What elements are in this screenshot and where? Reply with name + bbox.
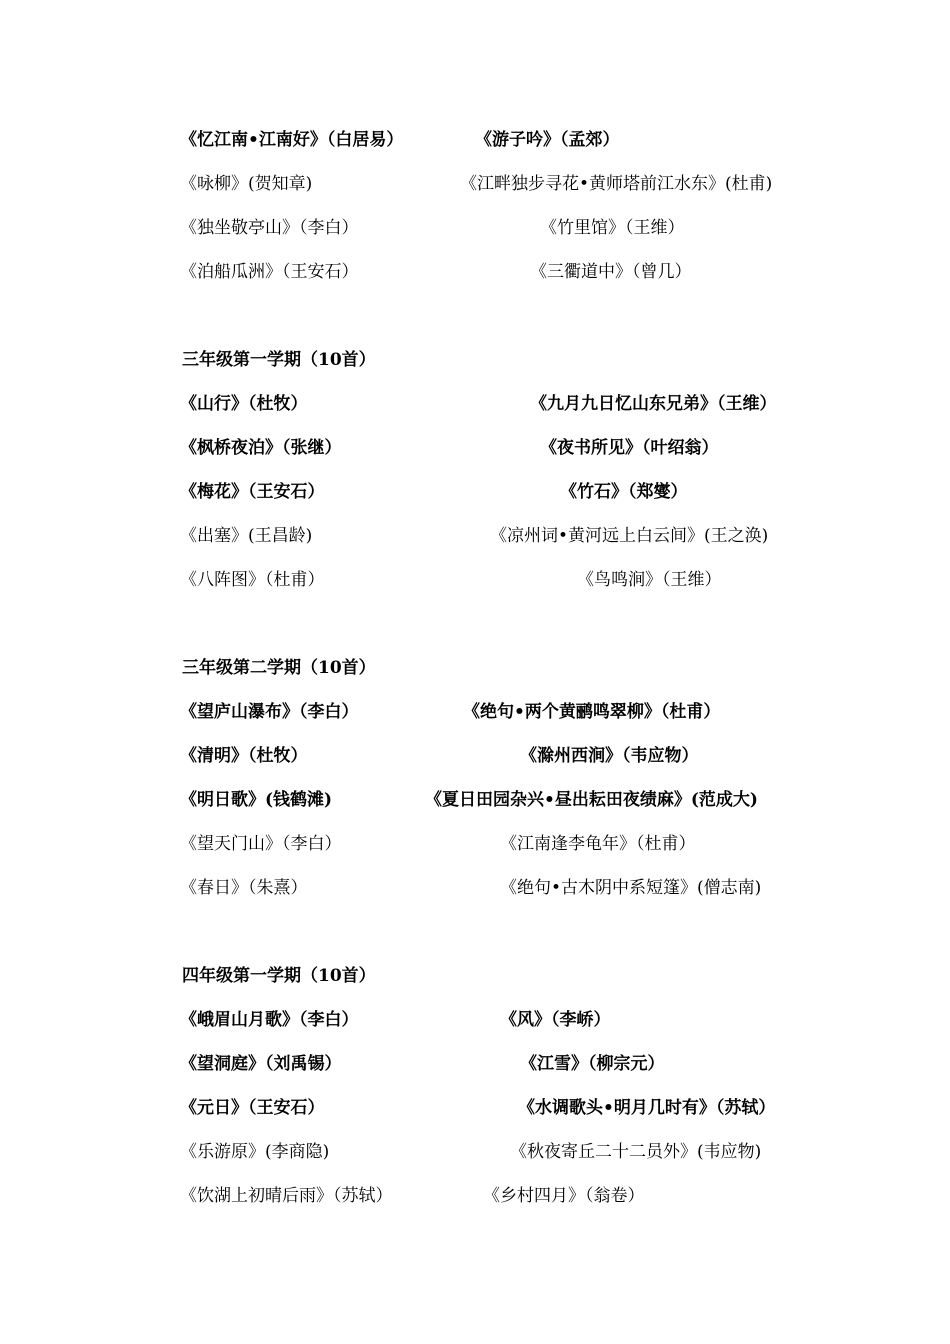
poem-row [0,1005,950,1035]
poem-title-right: 《江畔独步寻花•黄师塔前江水东》(杜甫) [460,174,773,194]
poem-title-right: 《九月九日忆山东兄弟》（王维） [530,394,777,414]
poem-title-right: 《夜书所见》（叶绍翁） [540,438,719,458]
poem-title-right: 《风》（李峤） [500,1010,611,1030]
poem-title-right: 《绝句•古木阴中系短篷》(僧志南) [500,878,762,898]
poem-title-right: 《水调歌头•明月几时有》（苏轼） [518,1098,776,1118]
poem-row [0,1049,950,1079]
poem-title-left: 《春日》（朱熹） [180,878,308,898]
section-heading: 三年级第一学期（10首） [182,350,376,370]
poem-title-right: 《凉州词•黄河远上白云间》(王之涣) [490,526,769,546]
poem-title-left: 《望洞庭》（刘禹锡） [180,1054,342,1074]
poem-row [0,389,950,419]
poem-title-right: 《夏日田园杂兴•昼出耘田夜绩麻》(范成大) [425,790,758,810]
poem-title-left: 《饮湖上初晴后雨》（苏轼） [180,1186,393,1206]
poem-row [0,521,950,551]
poem-row [0,829,950,859]
poem-title-left: 《咏柳》(贺知章) [180,174,313,194]
poem-row [0,785,950,815]
poem-title-left: 《山行》（杜牧） [180,394,308,414]
poem-title-left: 《独坐敬亭山》（李白） [180,218,359,238]
poem-title-right: 《鸟鸣涧》（王维） [577,570,722,590]
poem-row [0,1093,950,1123]
poem-title-left: 《枫桥夜泊》（张继） [180,438,342,458]
poem-row [0,213,950,243]
poem-row [0,1181,950,1211]
section-heading: 四年级第一学期（10首） [182,966,376,986]
poem-row [0,169,950,199]
poem-title-left: 《峨眉山月歌》（李白） [180,1010,359,1030]
poem-title-left: 《元日》（王安石） [180,1098,325,1118]
poem-title-left: 《望庐山瀑布》（李白） [180,702,359,722]
poem-title-right: 《竹里馆》（王维） [540,218,685,238]
poem-row [0,1137,950,1167]
section-heading: 三年级第二学期（10首） [182,658,376,678]
poem-title-right: 《江雪》（柳宗元） [520,1054,665,1074]
poem-title-right: 《江南逢李龟年》（杜甫） [500,834,696,854]
poem-title-right: 《竹石》（郑燮） [560,482,688,502]
poem-title-left: 《望天门山》（李白） [180,834,342,854]
poem-row [0,257,950,287]
poem-row [0,477,950,507]
poem-title-left: 《忆江南•江南好》（白居易） [180,130,404,150]
poem-title-right: 《滁州西涧》（韦应物） [520,746,699,766]
poem-title-right: 《秋夜寄丘二十二员外》(韦应物) [510,1142,762,1162]
poem-row [0,873,950,903]
poem-title-left: 《清明》（杜牧） [180,746,308,766]
poem-title-right: 《游子吟》（孟郊） [475,130,620,150]
poem-title-left: 《泊船瓜洲》（王安石） [180,262,359,282]
poem-title-left: 《明日歌》(钱鹤滩) [180,790,333,810]
poem-title-left: 《乐游原》(李商隐) [180,1142,330,1162]
poem-title-right: 《乡村四月》（翁卷） [483,1186,645,1206]
poem-title-left: 《梅花》（王安石） [180,482,325,502]
poem-title-left: 《出塞》(王昌龄) [180,526,313,546]
poem-title-left: 《八阵图》（杜甫） [180,570,325,590]
poem-title-right: 《三衢道中》（曾几） [530,262,692,282]
poem-row [0,565,950,595]
poem-row [0,697,950,727]
poem-row [0,125,950,155]
poem-row [0,433,950,463]
poem-row [0,741,950,771]
poem-title-right: 《绝句•两个黄鹂鸣翠柳》（杜甫） [463,702,721,722]
